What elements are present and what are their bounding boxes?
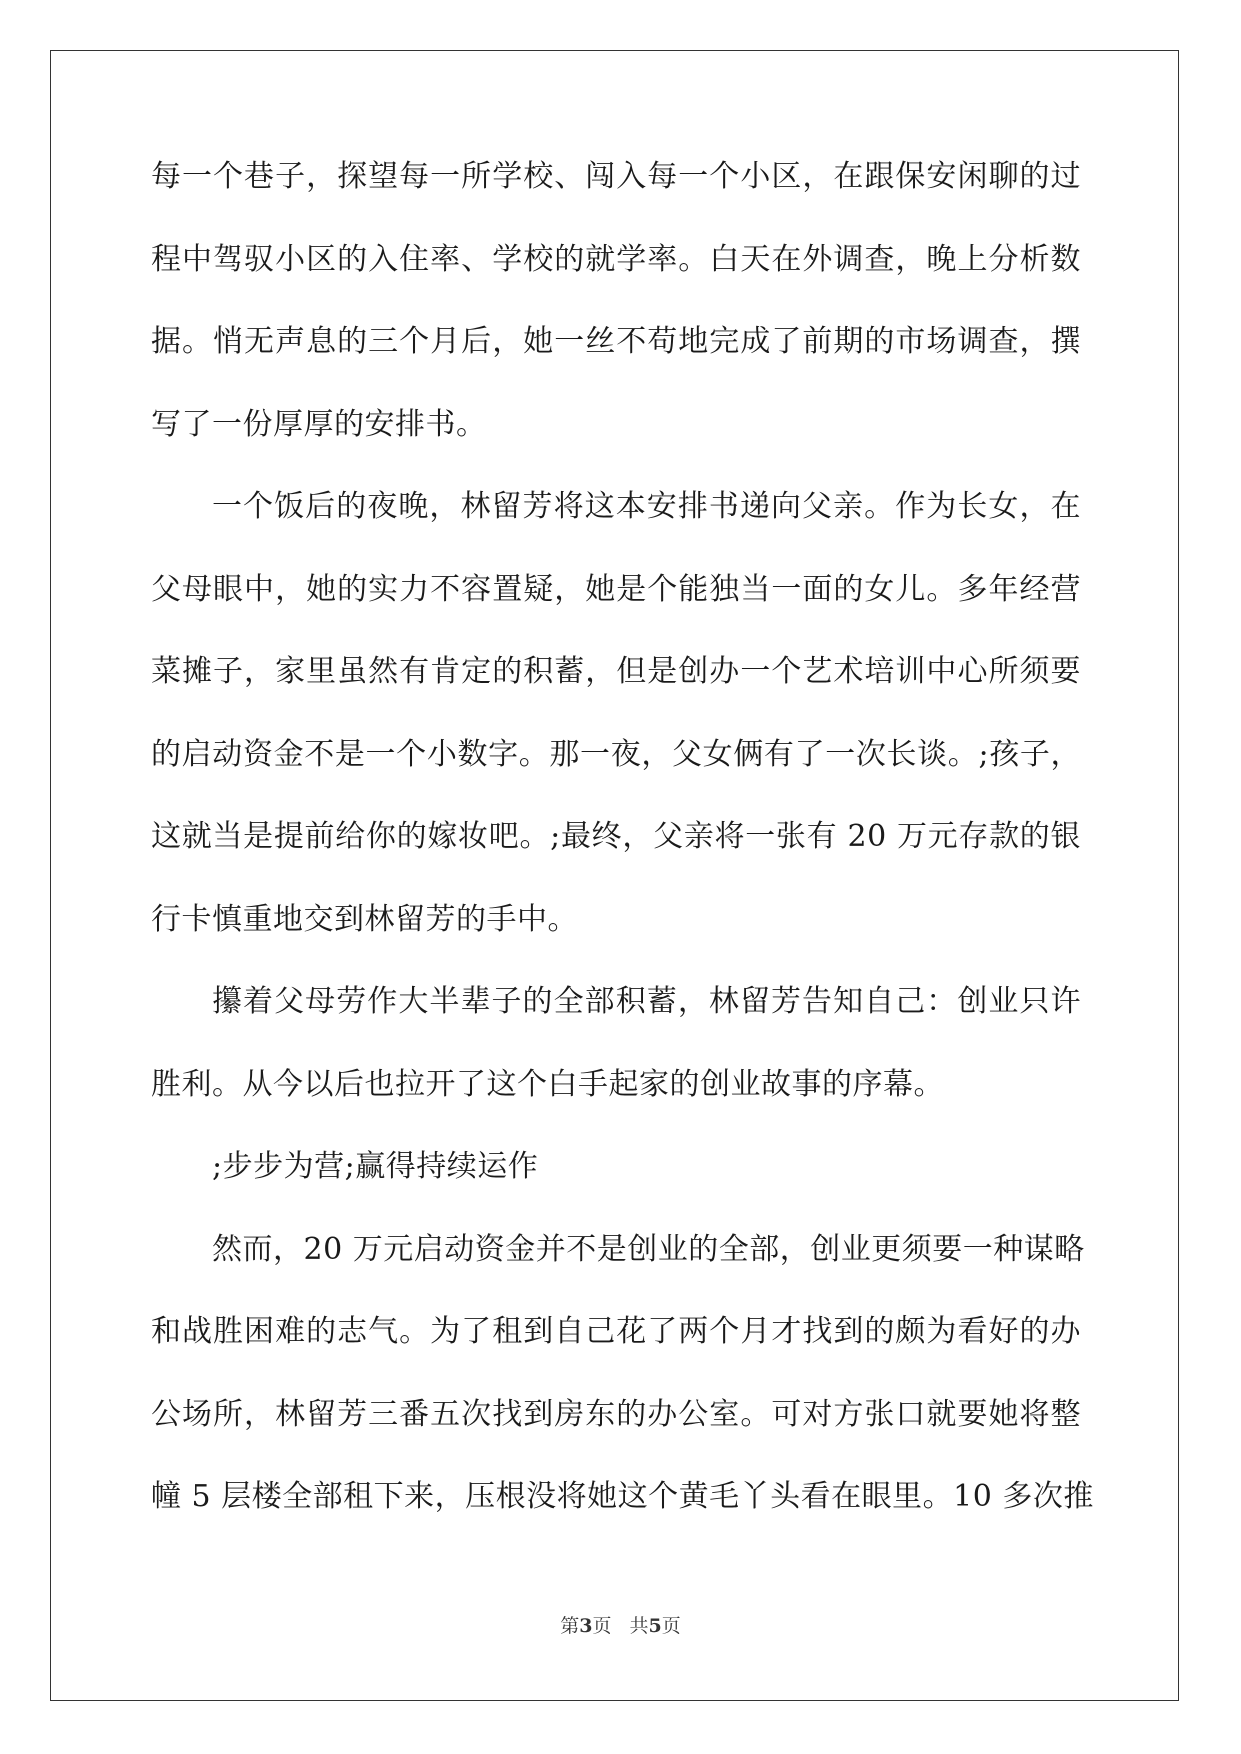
text-line: 然而，20 万元启动资金并不是创业的全部，创业更须要一种谋略 <box>212 1231 1085 1267</box>
text-line: 胜利。从今以后也拉开了这个白手起家的创业故事的序幕。 <box>151 1066 944 1102</box>
text-line: 和战胜困难的志气。为了租到自己花了两个月才找到的颇为看好的办 <box>151 1314 1081 1349</box>
text-line: 这就当是提前给你的嫁妆吧。;最终，父亲将一张有 20 万元存款的银 <box>151 819 1081 854</box>
total-pages-prefix: 共 <box>629 1615 649 1637</box>
current-page-number: 3 <box>579 1615 593 1637</box>
text-line: 每一个巷子，探望每一所学校、闯入每一个小区，在跟保安闲聊的过 <box>151 159 1081 194</box>
text-line: 写了一份厚厚的安排书。 <box>151 406 487 442</box>
text-line: 程中驾驭小区的入住率、学校的就学率。白天在外调查，晚上分析数 <box>151 241 1081 277</box>
total-pages-suffix: 页 <box>661 1615 681 1637</box>
text-line: 攥着父母劳作大半辈子的全部积蓄，林留芳告知自己：创业只许 <box>212 984 1081 1019</box>
text-line: 幢 5 层楼全部租下来，压根没将她这个黄毛丫头看在眼里。10 多次推 <box>151 1479 1094 1514</box>
page-number-prefix: 第 <box>560 1615 580 1637</box>
total-page-count: 5 <box>648 1615 662 1637</box>
text-line: 一个饭后的夜晚，林留芳将这本安排书递向父亲。作为长女，在 <box>212 489 1081 524</box>
text-line: 菜摊子，家里虽然有肯定的积蓄，但是创办一个艺术培训中心所须要 <box>151 654 1081 689</box>
text-line: 行卡慎重地交到林留芳的手中。 <box>151 901 578 937</box>
text-line: 公场所，林留芳三番五次找到房东的办公室。可对方张口就要她将整 <box>151 1396 1081 1432</box>
text-line: 父母眼中，她的实力不容置疑，她是个能独当一面的女儿。多年经营 <box>151 571 1081 607</box>
document-body <box>151 155 1094 1558</box>
text-line: 据。悄无声息的三个月后，她一丝不苟地完成了前期的市场调查，撰 <box>151 324 1081 359</box>
text-line: 的启动资金不是一个小数字。那一夜，父女俩有了一次长谈。;孩子， <box>151 736 1081 772</box>
page-number-suffix: 页 <box>592 1615 612 1637</box>
page-footer <box>0 1614 1241 1638</box>
text-line: ;步步为营;赢得持续运作 <box>212 1149 539 1184</box>
